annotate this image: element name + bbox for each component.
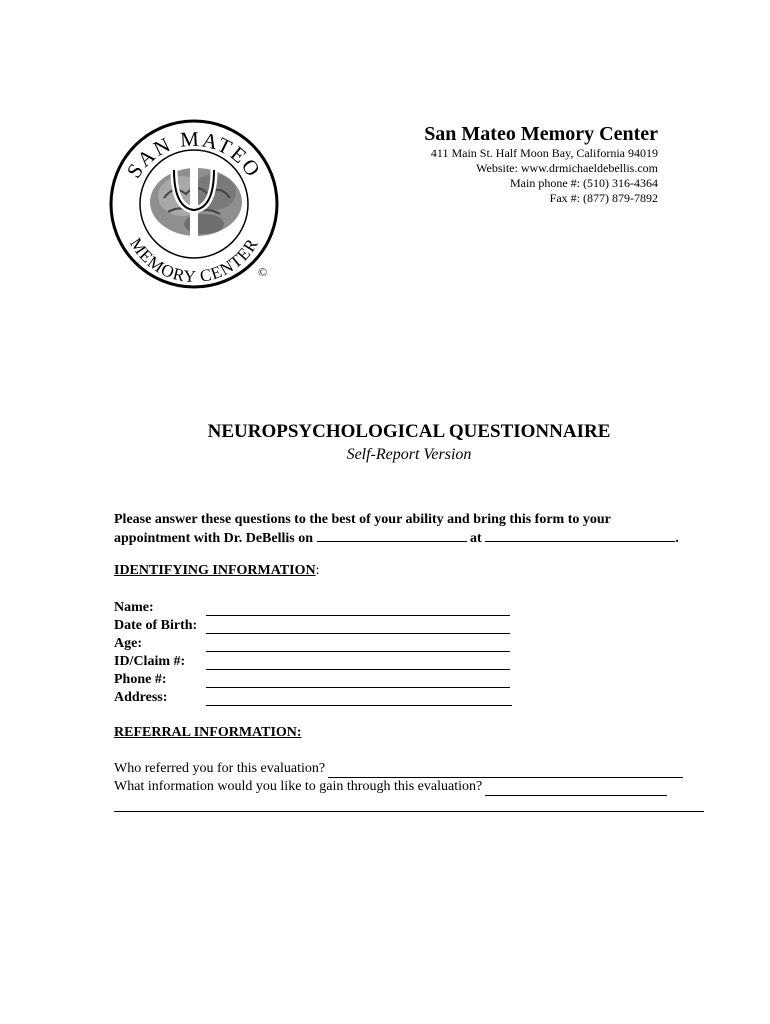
- intro-paragraph: [114, 510, 714, 548]
- logo-text-top: SAN MATEO: [121, 126, 267, 183]
- referral-q1-label: Who referred you for this evaluation?: [114, 761, 326, 776]
- page-subtitle: Self-Report Version: [346, 446, 472, 463]
- center-logo: [108, 118, 280, 290]
- org-fax: Fax #: (877) 879-7892: [549, 191, 658, 205]
- logo-text-bottom: MEMORY CENTER: [126, 234, 262, 287]
- intro-line-2: [114, 529, 714, 548]
- copyright-mark: ©: [258, 265, 268, 279]
- evaluation-goals-field[interactable]: [485, 782, 667, 796]
- org-header: [424, 122, 658, 206]
- referral-heading: REFERRAL INFORMATION:: [114, 725, 302, 740]
- referral-questions: [114, 760, 714, 796]
- id-claim-label: ID/Claim #:: [114, 654, 186, 669]
- dob-field[interactable]: [206, 619, 510, 634]
- age-field[interactable]: [206, 637, 510, 652]
- dob-label: Date of Birth:: [114, 618, 198, 633]
- identifying-heading-colon: :: [315, 563, 320, 578]
- referral-q1-row: [114, 760, 714, 778]
- identifying-heading-text: IDENTIFYING INFORMATION: [114, 563, 316, 578]
- address-label: Address:: [114, 690, 168, 705]
- name-field[interactable]: [206, 601, 510, 616]
- phone-field[interactable]: [206, 673, 510, 688]
- org-address: 411 Main St. Half Moon Bay, California 94019: [430, 146, 658, 160]
- referral-q2-label: What information would you like to gain through this evaluation?: [114, 779, 483, 794]
- evaluation-goals-continuation-field[interactable]: [114, 811, 704, 812]
- age-row: [114, 634, 512, 652]
- dob-row: [114, 616, 512, 634]
- appointment-time-field[interactable]: [485, 529, 675, 542]
- referral-source-field[interactable]: [328, 764, 683, 778]
- address-field[interactable]: [206, 691, 512, 706]
- phone-row: [114, 670, 512, 688]
- phone-label: Phone #:: [114, 672, 167, 687]
- identifying-heading: [114, 563, 319, 579]
- name-label: Name:: [114, 600, 154, 615]
- org-name: San Mateo Memory Center: [424, 123, 658, 145]
- identifying-fields: [114, 598, 512, 706]
- intro-at-text: at: [470, 531, 482, 546]
- age-label: Age:: [114, 636, 142, 651]
- intro-line-1: Please answer these questions to the best of your ability and bring this form to your: [114, 512, 611, 527]
- appointment-date-field[interactable]: [317, 529, 467, 542]
- intro-appointment-text: appointment with Dr. DeBellis on: [114, 531, 314, 546]
- intro-period: .: [675, 531, 679, 546]
- org-website: Website: www.drmichaeldebellis.com: [476, 161, 658, 175]
- id-claim-row: [114, 652, 512, 670]
- org-phone: Main phone #: (510) 316-4364: [510, 176, 658, 190]
- name-row: [114, 598, 512, 616]
- id-claim-field[interactable]: [206, 655, 510, 670]
- referral-q2-row: [114, 778, 714, 796]
- page-title: NEUROPSYCHOLOGICAL QUESTIONNAIRE: [207, 421, 611, 442]
- address-row: [114, 688, 512, 706]
